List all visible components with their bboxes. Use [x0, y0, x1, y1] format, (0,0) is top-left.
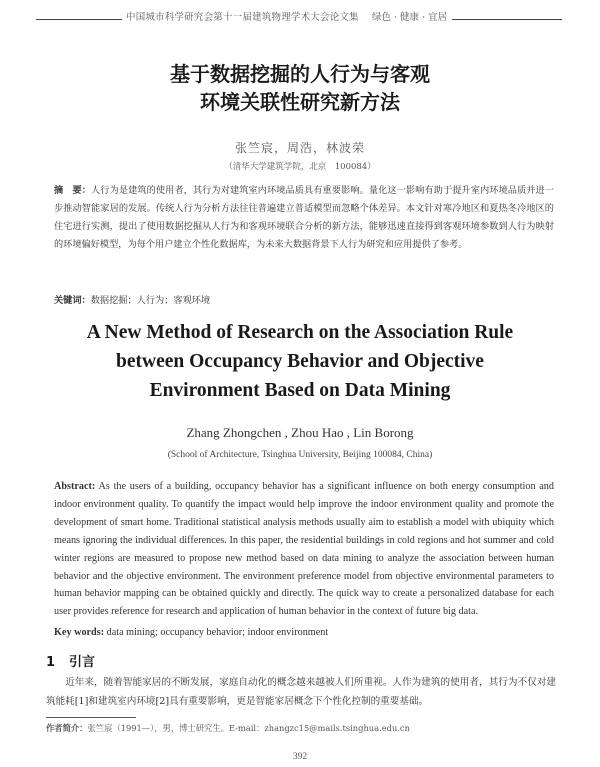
author-footnote [46, 722, 556, 734]
english-affiliation: (School of Architecture, Tsinghua University, Beijing 100084, China) [167, 450, 433, 460]
page-number: 392 [292, 752, 308, 762]
english-keywords-text: data mining; occupancy behavior; indoor environment [106, 627, 329, 638]
english-keywords [54, 627, 554, 638]
chinese-keywords-label: 关键词： [54, 295, 91, 306]
chinese-title [0, 60, 600, 116]
english-authors: Zhang Zhongchen , Zhou Hao , Lin Borong [186, 425, 414, 440]
section-title: 引言 [69, 655, 96, 670]
english-abstract [54, 478, 554, 621]
running-header [0, 5, 600, 25]
english-abstract-text: As the users of a building, occupancy behavior has a significant influence on both energy consumption and indoor environment quality. To quantify the impact would help improve the indoor environment quality and promote the development of smart home. Traditional statistical analysis methods usually aim to establish a model with ubiquity which means ignoring the individual differences. In this paper, the residential buildings in cold regions and hot summer and cold winter regions are measured to propose new method based on data mining to analyze the association between human behavior and the objective environment. The environment preference model from objective environmental parameters to human behavior mapping can be obtained quickly and directly. The quick way to create a personalized database for each user provides reference for research and application of human behavior in the context of future big data. [54, 481, 554, 618]
chinese-title-line-2: 环境关联性研究新方法 [200, 90, 400, 114]
conference-theme: 绿色 · 健康 · 宜居 [372, 12, 448, 23]
chinese-affiliation: （清华大学建筑学院，北京 100084） [224, 162, 376, 172]
english-keywords-label: Key words: [54, 627, 105, 638]
conference-name: 中国城市科学研究会第十一届建筑物理学术大会论文集 [126, 12, 359, 23]
footnote-text: 张竺宸（1991—），男，博士研究生。E-mail：zhangzc15@mails.tsinghua.edu.cn [87, 723, 410, 733]
english-title [0, 318, 600, 405]
english-title-line-2: between Occupancy Behavior and Objective [116, 351, 484, 372]
chinese-abstract-label: 摘 要： [54, 185, 92, 196]
header-rule-right [452, 19, 562, 20]
chinese-authors: 张竺宸，周浩，林波荣 [234, 141, 365, 155]
section-number: 1 [46, 655, 56, 670]
english-abstract-label: Abstract: [54, 481, 96, 492]
header-rule-left [36, 19, 122, 20]
footnote-label: 作者简介： [46, 723, 88, 733]
footnote-rule [46, 717, 136, 718]
english-title-line-3: Environment Based on Data Mining [149, 380, 451, 401]
chinese-title-line-1: 基于数据挖掘的人行为与客观 [170, 62, 430, 86]
introduction-paragraph: 近年来，随着智能家居的不断发展，家庭自动化的概念越来越被人们所重视。人作为建筑的使用者，其行为不仅对建筑能耗[1]和建筑室内环境[2]具有重要影响，更是智能家居概念下个性化控制的重要基础。 [46, 677, 556, 707]
english-title-line-1: A New Method of Research on the Association Rule [86, 322, 514, 343]
chinese-abstract [54, 182, 554, 254]
section-heading-introduction [46, 651, 95, 670]
chinese-abstract-text: 人行为是建筑的使用者，其行为对建筑室内环境品质具有重要影响。量化这一影响有助于提升室内环境品质并进一步推动智能家居的发展。传统人行为分析方法往往普遍建立普适模型而忽略个体差异。本文针对寒冷地区和夏热冬冷地区的住宅进行实测，提出了使用数据挖掘从人行为和客观环境联合分析的新方法，能够迅速直接得到客观环境参数到人行为映射的环境偏好模型，为每个用户建立个性化数据库，为未来大数据背景下人行为研究和应用提供了参考。 [54, 185, 555, 250]
chinese-keywords [54, 292, 554, 306]
chinese-keywords-text: 数据挖掘；人行为；客观环境 [90, 295, 211, 306]
